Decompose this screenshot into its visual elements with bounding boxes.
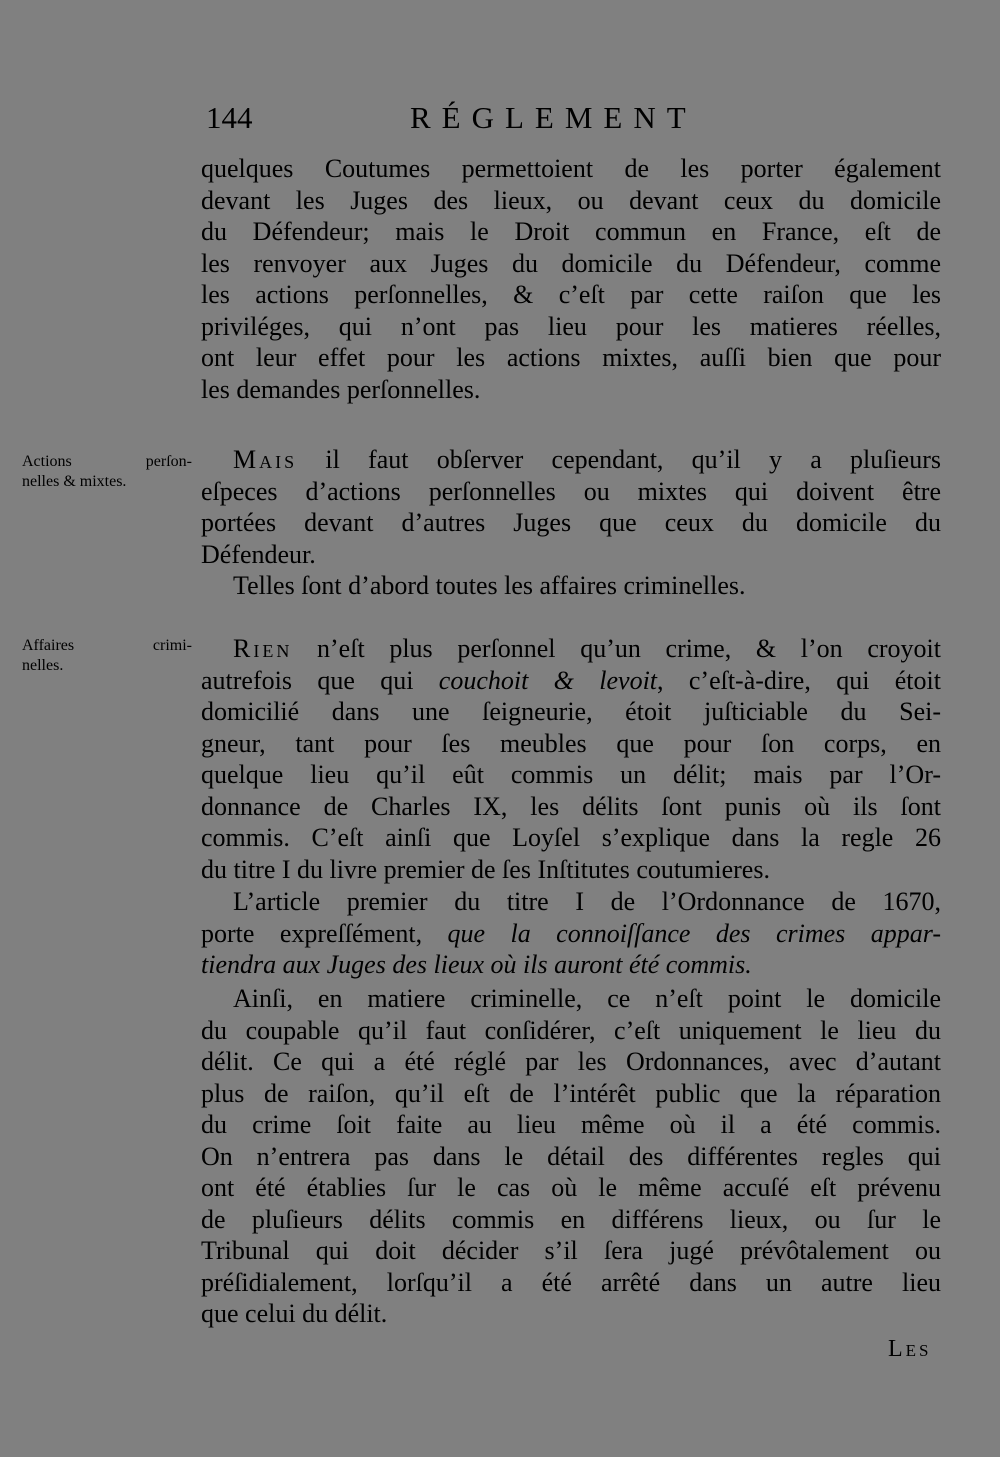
text-line: tiendra aux Juges des lieux où ils auront été commis. [201, 950, 752, 979]
text-line: du crime ſoit faite au lieu même où il a été commis. [201, 1110, 941, 1139]
text-span: autrefois que qui [201, 665, 414, 695]
text-line: Défendeur. [201, 539, 316, 569]
text-line: portées devant d’autres Juges que ceux du domicile du [201, 508, 941, 537]
italic-phrase: que la connoiſſance des crimes appar- [447, 918, 941, 948]
text-line: devant les Juges des lieux, ou devant ceux du domicile [201, 185, 941, 215]
text-span: il faut obſerver cependant, qu’il y a pluſieurs [325, 445, 941, 474]
text-line: les demandes perſonnelles. [201, 374, 481, 404]
margin-note-actions [22, 452, 192, 492]
running-title: RÉGLEMENT [410, 100, 697, 135]
text-line: priviléges, qui n’ont pas lieu pour les matieres réelles, [201, 311, 941, 341]
paragraph-3 [201, 570, 941, 602]
text-line: On n’entrera pas dans le détail des différentes regles qui [201, 1141, 941, 1171]
paragraph-1 [201, 153, 941, 405]
catchword: Les [888, 1336, 932, 1362]
margin-note-line: Actions perſon- [22, 453, 192, 470]
text-line: préſidialement, lorſqu’il a été arrêté dans un autre lieu [201, 1267, 941, 1297]
text-line: Telles ſont d’abord toutes les affaires criminelles. [233, 571, 746, 600]
margin-note-line: Affaires crimi- [22, 637, 192, 654]
text-line: de pluſieurs délits commis en différens lieux, ou ſur le [201, 1204, 941, 1234]
italic-phrase: couchoit & levoit [438, 665, 658, 695]
text-line [201, 665, 941, 697]
text-line: ont leur effet pour les actions mixtes, auſſi bien que pour [201, 343, 941, 372]
text-span: n’eſt plus perſonnel qu’un crime, & l’on croyoit [317, 634, 941, 663]
text-line: du Défendeur; mais le Droit commun en France, eſt de [201, 217, 941, 246]
text-line: que celui du délit. [201, 1299, 388, 1328]
text-line: ont été établies ſur le cas où le même accuſé eſt prévenu [201, 1173, 941, 1202]
text-line: donnance de Charles IX, les délits ſont punis où ils ſont [201, 791, 941, 821]
text-line: du coupable qu’il faut conſidérer, c’eſt uniquement le lieu du [201, 1015, 941, 1045]
paragraph-6 [201, 983, 941, 1330]
text-line: les renvoyer aux Juges du domicile du Défendeur, comme [201, 248, 941, 278]
text-line [201, 633, 941, 665]
text-line: quelques Coutumes permettoient de les porter également [201, 154, 941, 183]
text-line: plus de raiſon, qu’il eſt de l’intérêt public que la réparation [201, 1078, 941, 1108]
paragraph-4 [201, 633, 941, 885]
running-head [200, 100, 940, 144]
text-line: Ainſi, en matiere criminelle, ce n’eſt point le domicile [233, 984, 941, 1013]
text-line: Tribunal qui doit décider s’il ſera jugé prévôtalement ou [201, 1236, 941, 1265]
margin-note-line: nelles & mixtes. [22, 473, 127, 490]
text-line [201, 918, 941, 950]
small-caps-lead: Rien [233, 634, 293, 663]
text-span: porte expreſſément, [201, 918, 423, 948]
small-caps-lead: Mais [233, 445, 298, 474]
margin-note-affaires [22, 636, 192, 676]
page-number: 144 [206, 100, 253, 135]
text-span: , c’eſt-à-dire, qui étoit [657, 665, 941, 695]
text-line [201, 444, 941, 476]
text-line: commis. C’eſt ainſi que Loyſel s’explique dans la regle 26 [201, 823, 941, 852]
text-line: L’article premier du titre I de l’Ordonnance de 1670, [233, 887, 941, 916]
margin-note-line: nelles. [22, 657, 64, 674]
text-line: gneur, tant pour ſes meubles que pour ſon corps, en [201, 728, 941, 758]
text-line: quelque lieu qu’il eût commis un délit; mais par l’Or- [201, 760, 941, 789]
paragraph-5 [201, 886, 941, 981]
text-line: les actions perſonnelles, & c’eſt par cette raiſon que les [201, 280, 941, 309]
text-line: eſpeces d’actions perſonnelles ou mixtes qui doivent être [201, 476, 941, 506]
text-line: du titre I du livre premier de ſes Inſtitutes coutumieres. [201, 854, 770, 884]
paragraph-2 [201, 444, 941, 570]
text-line: délit. Ce qui a été réglé par les Ordonnances, avec d’autant [201, 1047, 941, 1076]
text-line: domicilié dans une ſeigneurie, étoit juſticiable du Sei- [201, 697, 941, 726]
